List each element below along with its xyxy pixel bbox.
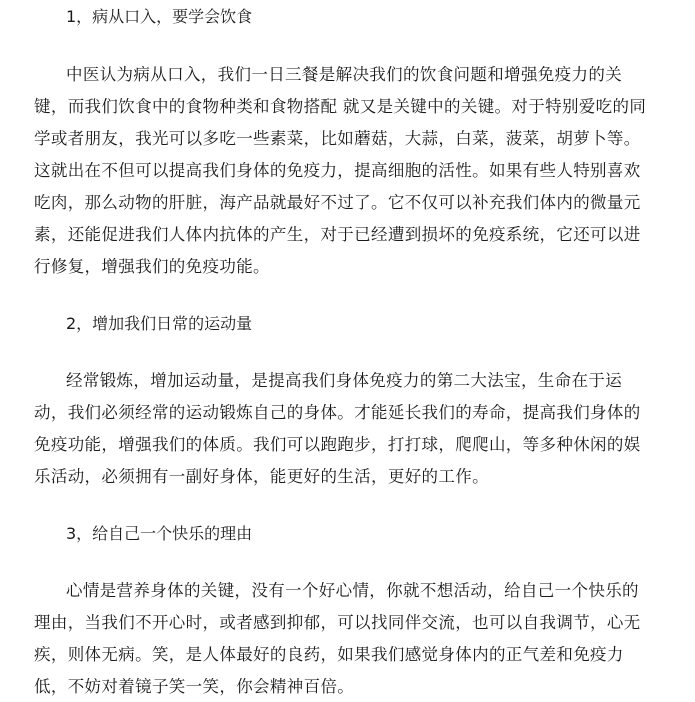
- paragraph-line: 行修复，增强我们的免疫功能。: [34, 257, 270, 276]
- paragraph-line: 免疫功能，增强我们的体质。我们可以跑跑步，打打球，爬爬山，等多种休闲的娱: [34, 435, 641, 454]
- paragraph-line: 乐活动，必须拥有一副好身体，能更好的生活，更好的工作。: [34, 467, 489, 486]
- paragraph-line: 吃肉，那么动物的肝脏，海产品就最好不过了。它不仅可以补充我们体内的微量元: [34, 193, 641, 212]
- paragraph-line: 经常锻炼，增加运动量，是提高我们身体免疫力的第二大法宝，生命在于运: [66, 371, 623, 390]
- paragraph-line: 键，而我们饮食中的食物种类和食物搭配 就又是关键中的关键。对于特别爱吃的同: [34, 97, 647, 116]
- paragraph-line: 学或者朋友，我光可以多吃一些素菜，比如蘑菇，大蒜，白菜，菠菜，胡萝卜等。: [34, 129, 641, 148]
- section-1-heading: 1，病从口入，要学会饮食: [66, 7, 253, 26]
- paragraph-line: 疾，则体无病。笑，是人体最好的良药，如果我们感觉身体内的正气差和免疫力: [34, 645, 624, 664]
- paragraph-line: 素，还能促进我们人体内抗体的产生，对于已经遭到损坏的免疫系统，它还可以进: [34, 225, 641, 244]
- section-2-heading: 2，增加我们日常的运动量: [66, 314, 253, 333]
- paragraph-line: 动，我们必须经常的运动锻炼自己的身体。才能延长我们的寿命，提高我们身体的: [34, 403, 641, 422]
- paragraph-line: 低，不妨对着镜子笑一笑，你会精神百倍。: [34, 677, 355, 696]
- paragraph-line: 这就出在不但可以提高我们身体的免疫力，提高细胞的活性。如果有些人特别喜欢: [34, 161, 641, 180]
- section-3-heading: 3，给自己一个快乐的理由: [66, 524, 253, 543]
- paragraph-line: 理由，当我们不开心时，或者感到抑郁，可以找同伴交流，也可以自我调节，心无: [34, 613, 641, 632]
- paragraph-line: 中医认为病从口入，我们一日三餐是解决我们的饮食问题和增强免疫力的关: [66, 65, 623, 84]
- paragraph-line: 心情是营养身体的关键，没有一个好心情，你就不想活动，给自己一个快乐的: [66, 581, 639, 600]
